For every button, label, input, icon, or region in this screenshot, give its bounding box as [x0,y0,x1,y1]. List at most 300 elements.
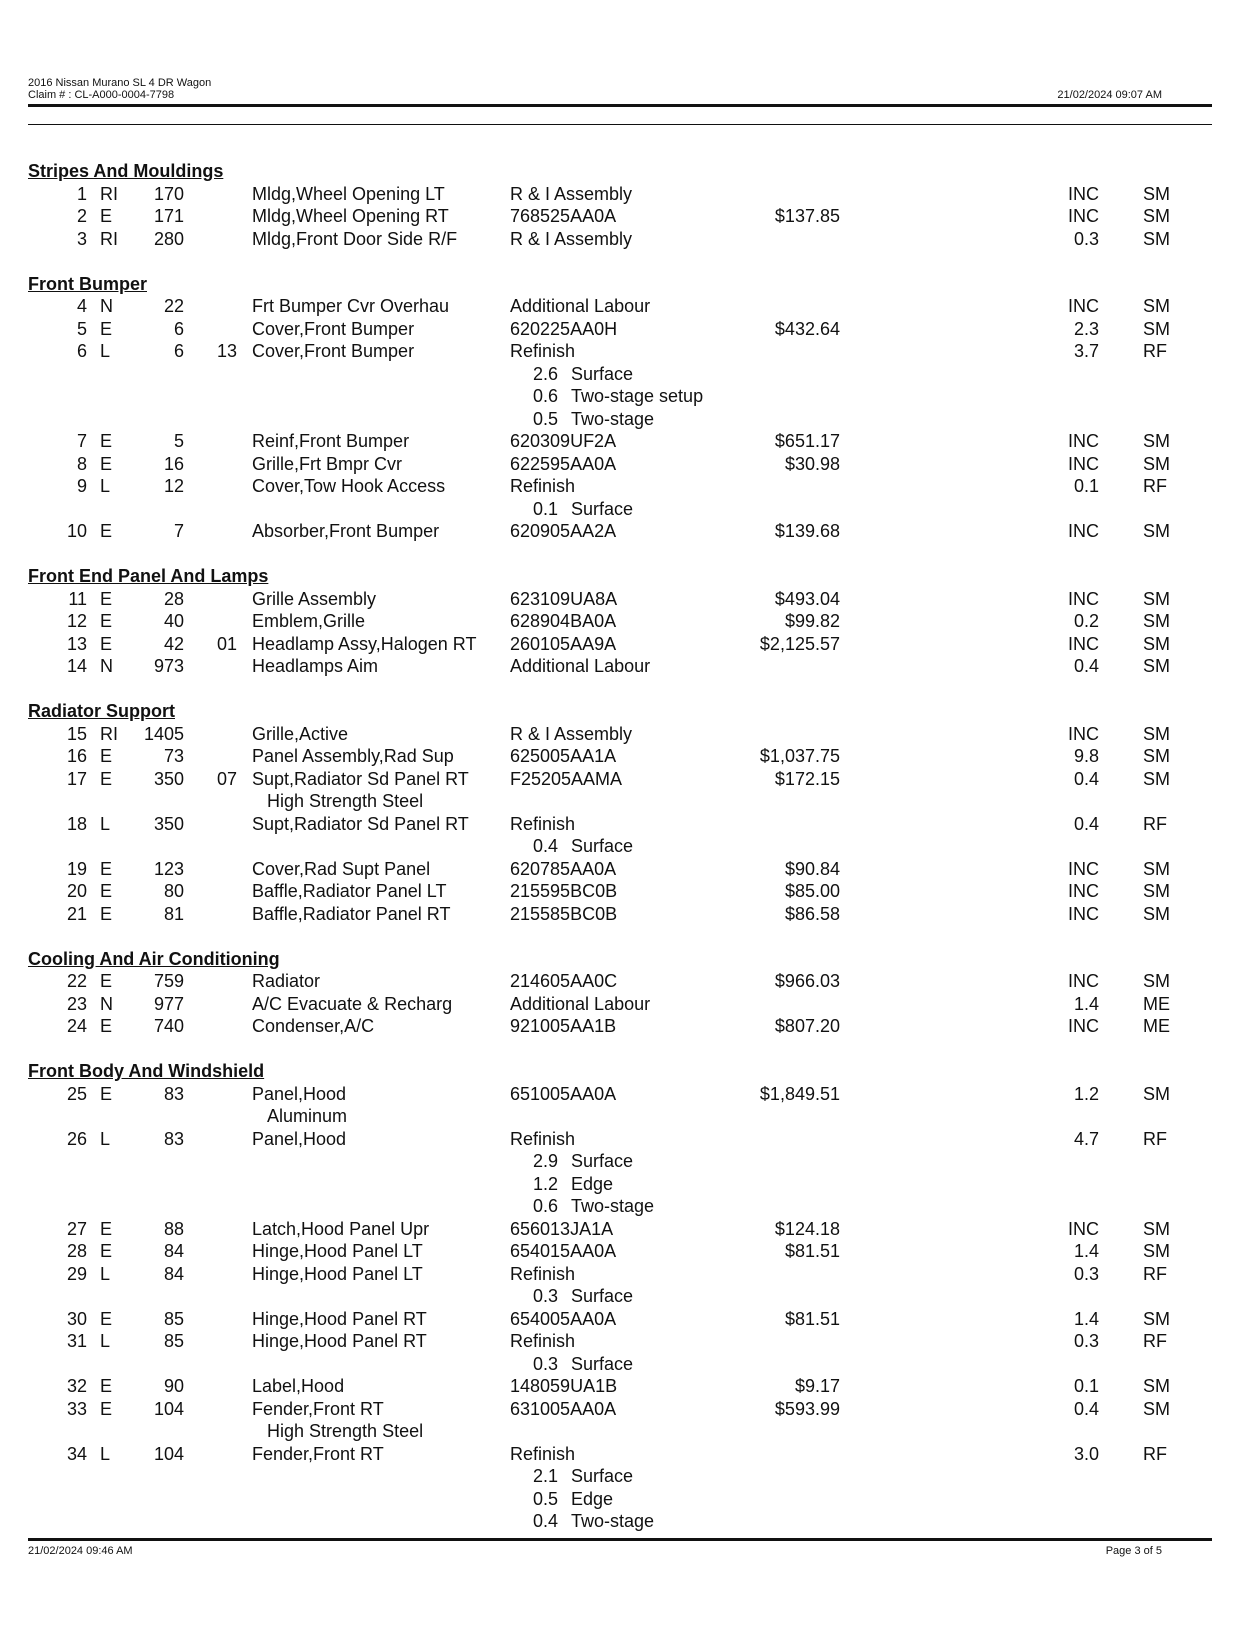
section-title: Front End Panel And Lamps [28,566,269,586]
labour-hours: INC [1068,903,1099,924]
operation-code: E [100,1016,113,1036]
line-price: $81.51 [784,1241,840,1261]
line-number: 26 [66,1128,87,1149]
operation-code: E [100,1241,113,1261]
reference-number: 350 [153,813,184,834]
section-gap [0,678,1240,701]
estimate-line [0,183,1240,206]
labour-hours: 1.4 [1073,1308,1099,1329]
report-header-left [28,77,211,101]
line-number: 21 [66,903,87,924]
line-number: 30 [66,1308,87,1329]
refinish-label: Two-stage [571,1196,655,1216]
labour-hours: 3.0 [1073,1443,1099,1464]
reference-number: 90 [163,1376,184,1396]
part-number: Refinish [510,1331,576,1351]
reference-number: 80 [163,881,184,901]
estimate-line [0,1128,1240,1151]
line-price: $85.00 [784,881,840,901]
reference-number: 22 [163,296,184,316]
reference-number: 12 [163,476,184,496]
part-number: Refinish [510,1128,576,1149]
line-description: Hinge,Hood Panel RT [252,1308,427,1329]
estimate-line [0,475,1240,498]
refinish-label: Surface [571,1151,634,1171]
labour-hours: INC [1068,1218,1099,1239]
note-text: High Strength Steel [267,1421,424,1441]
line-price: $966.03 [774,971,840,991]
labour-hours: INC [1068,858,1099,879]
reference-number: 1405 [143,723,184,744]
refinish-label: Surface [571,1286,634,1306]
reference-number: 88 [163,1218,184,1239]
labour-type: SM [1143,206,1170,226]
line-description: Panel,Hood [252,1083,347,1104]
reference-number: 84 [163,1241,184,1261]
refinish-breakdown [0,1465,1240,1488]
labour-type: SM [1143,1398,1170,1419]
labour-type: SM [1143,318,1170,339]
line-number: 25 [66,1083,87,1104]
variant-code: 01 [217,633,238,654]
line-number: 17 [66,768,87,789]
refinish-label: Two-stage setup [571,386,704,406]
refinish-hours: 0.5 [532,1488,558,1509]
part-number: 651005AA0A [510,1083,617,1104]
page-number: Page 3 of 5 [1105,1545,1162,1557]
line-price: $807.20 [774,1016,840,1036]
part-number: 623109UA8A [510,588,618,609]
line-description: Hinge,Hood Panel LT [252,1241,423,1261]
labour-hours: INC [1068,296,1099,316]
reference-number: 104 [153,1443,184,1464]
labour-hours: 0.2 [1073,611,1099,631]
line-number: 7 [76,431,87,451]
line-description: Headlamps Aim [252,656,379,676]
estimate-line [0,633,1240,656]
line-description: Latch,Hood Panel Upr [252,1218,430,1239]
refinish-hours: 0.3 [532,1353,558,1374]
reference-number: 83 [163,1083,184,1104]
labour-hours: 0.4 [1073,813,1099,834]
refinish-breakdown [0,498,1240,521]
reference-number: 85 [163,1308,184,1329]
line-number: 19 [66,858,87,879]
labour-type: SM [1143,1376,1170,1396]
refinish-hours: 2.6 [532,363,558,384]
variant-code: 07 [217,768,238,789]
labour-type: SM [1143,588,1170,609]
line-description: Supt,Radiator Sd Panel RT [252,768,469,789]
operation-code: L [100,1263,111,1284]
line-description: Radiator [252,971,321,991]
line-price: $90.84 [784,858,840,879]
labour-hours: INC [1068,633,1099,654]
line-number: 13 [66,633,87,654]
line-description: Cover,Front Bumper [252,341,415,361]
section-heading [0,1060,1240,1083]
labour-hours: 1.4 [1073,1241,1099,1261]
line-number: 1 [76,183,87,204]
reference-number: 6 [173,341,184,361]
labour-type: RF [1143,1443,1167,1464]
reference-number: 977 [153,993,184,1014]
line-description: Hinge,Hood Panel RT [252,1331,427,1351]
reference-number: 171 [153,206,184,226]
part-number: 654005AA0A [510,1308,617,1329]
line-price: $81.51 [784,1308,840,1329]
refinish-label: Surface [571,1353,634,1374]
part-number: Additional Labour [510,993,651,1014]
part-number: Refinish [510,1263,576,1284]
refinish-breakdown [0,1285,1240,1308]
part-number: 620309UF2A [510,431,617,451]
operation-code: L [100,341,111,361]
labour-hours: 0.4 [1073,656,1099,676]
refinish-breakdown [0,1195,1240,1218]
labour-type: RF [1143,341,1167,361]
labour-hours: INC [1068,206,1099,226]
section-title: Cooling And Air Conditioning [28,948,280,969]
operation-code: RI [100,183,118,204]
part-number: Refinish [510,813,576,834]
footer-divider [28,1538,1212,1541]
line-number: 31 [66,1331,87,1351]
estimate-line [0,768,1240,791]
reference-number: 84 [163,1263,184,1284]
line-description: Panel Assembly,Rad Sup [252,746,454,766]
labour-hours: INC [1068,431,1099,451]
estimate-line [0,1443,1240,1466]
operation-code: N [100,296,113,316]
reference-number: 73 [163,746,184,766]
reference-number: 6 [173,318,184,339]
line-description: Absorber,Front Bumper [252,521,440,541]
operation-code: L [100,813,111,834]
line-price: $99.82 [784,611,840,631]
part-number: 768525AA0A [510,206,617,226]
refinish-breakdown [0,1488,1240,1511]
labour-hours: 0.4 [1073,1398,1099,1419]
labour-hours: 0.1 [1073,1376,1099,1396]
labour-hours: 0.4 [1073,768,1099,789]
claim-number: Claim # : CL-A000-0004-7798 [28,89,175,101]
labour-type: SM [1143,903,1170,924]
refinish-hours: 2.9 [532,1151,558,1171]
line-number: 28 [66,1241,87,1261]
refinish-hours: 0.6 [532,386,558,406]
line-description: Grille Assembly [252,588,377,609]
operation-code: E [100,1083,113,1104]
part-number: 622595AA0A [510,453,617,474]
refinish-breakdown [0,1150,1240,1173]
operation-code: E [100,971,113,991]
line-number: 6 [76,341,87,361]
estimate-line [0,318,1240,341]
refinish-label: Surface [571,836,634,856]
line-price: $124.18 [774,1218,840,1239]
labour-hours: INC [1068,881,1099,901]
estimate-line [0,858,1240,881]
estimate-line [0,205,1240,228]
section-title: Stripes And Mouldings [28,161,224,181]
line-price: $432.64 [774,318,840,339]
estimate-line [0,588,1240,611]
labour-type: SM [1143,746,1170,766]
line-price: $593.99 [774,1398,840,1419]
estimate-lines [0,160,1240,1533]
labour-type: RF [1143,1128,1167,1149]
section-gap [0,543,1240,566]
estimate-line [0,430,1240,453]
footer-datetime: 21/02/2024 09:46 AM [28,1545,133,1557]
labour-type: SM [1143,723,1170,744]
refinish-hours: 0.4 [532,836,558,856]
line-description: Condenser,A/C [252,1016,375,1036]
operation-code: E [100,1308,113,1329]
estimate-line [0,993,1240,1016]
labour-hours: 1.4 [1073,993,1099,1014]
labour-type: ME [1143,993,1170,1014]
labour-type: SM [1143,1308,1170,1329]
line-description: Cover,Tow Hook Access [252,476,446,496]
line-note [0,1420,1240,1443]
estimate-line [0,880,1240,903]
part-number: 214605AA0C [510,971,618,991]
operation-code: E [100,431,113,451]
part-number: 654015AA0A [510,1241,617,1261]
labour-hours: 9.8 [1073,746,1099,766]
line-number: 22 [66,971,87,991]
operation-code: E [100,746,113,766]
line-price: $137.85 [774,206,840,226]
line-description: Cover,Front Bumper [252,318,415,339]
line-number: 16 [66,746,87,766]
reference-number: 740 [153,1016,184,1036]
labour-hours: INC [1068,453,1099,474]
line-description: Grille,Active [252,723,349,744]
part-number: Additional Labour [510,656,651,676]
operation-code: E [100,881,113,901]
line-description: Baffle,Radiator Panel RT [252,903,451,924]
refinish-label: Surface [571,498,634,519]
operation-code: E [100,903,113,924]
estimate-line [0,340,1240,363]
line-description: Mldg,Front Door Side R/F [252,228,458,249]
part-number: 921005AA1B [510,1016,617,1036]
labour-hours: 0.1 [1073,476,1099,496]
line-description: Reinf,Front Bumper [252,431,410,451]
section-heading [0,273,1240,296]
section-gap [0,1038,1240,1061]
line-number: 3 [76,228,87,249]
note-text: Aluminum [267,1106,348,1126]
labour-hours: INC [1068,521,1099,541]
part-number: 656013JA1A [510,1218,614,1239]
line-price: $651.17 [774,431,840,451]
line-number: 14 [66,656,87,676]
labour-type: RF [1143,1331,1167,1351]
refinish-hours: 0.5 [532,408,558,429]
line-description: Frt Bumper Cvr Overhau [252,296,450,316]
line-number: 15 [66,723,87,744]
part-number: 148059UA1B [510,1376,618,1396]
labour-hours: INC [1068,183,1099,204]
labour-type: SM [1143,1218,1170,1239]
line-number: 4 [76,296,87,316]
line-price: $139.68 [774,521,840,541]
labour-type: SM [1143,858,1170,879]
refinish-label: Two-stage [571,408,655,429]
variant-code: 13 [217,341,238,361]
line-number: 27 [66,1218,87,1239]
labour-type: SM [1143,768,1170,789]
section-title: Front Bumper [28,273,147,294]
part-number: F25205AAMA [510,768,623,789]
estimate-line [0,228,1240,251]
part-number: 620905AA2A [510,521,617,541]
operation-code: E [100,768,113,789]
labour-type: SM [1143,633,1170,654]
line-note [0,790,1240,813]
operation-code: E [100,633,113,654]
estimate-line [0,1083,1240,1106]
refinish-hours: 0.1 [532,498,558,519]
line-price: $172.15 [774,768,840,789]
part-number: Additional Labour [510,296,651,316]
operation-code: N [100,993,113,1014]
operation-code: L [100,476,111,496]
reference-number: 85 [163,1331,184,1351]
refinish-label: Edge [571,1488,614,1509]
refinish-breakdown [0,363,1240,386]
refinish-hours: 2.1 [532,1466,558,1486]
estimate-line [0,1330,1240,1353]
section-gap [0,925,1240,948]
line-description: Fender,Front RT [252,1443,384,1464]
labour-hours: INC [1068,971,1099,991]
estimate-line [0,1240,1240,1263]
labour-type: SM [1143,453,1170,474]
part-number: R & I Assembly [510,723,633,744]
refinish-hours: 0.6 [532,1196,558,1216]
part-number: 215595BC0B [510,881,618,901]
labour-hours: INC [1068,588,1099,609]
operation-code: RI [100,228,118,249]
refinish-breakdown [0,835,1240,858]
reference-number: 123 [153,858,184,879]
line-number: 12 [66,611,87,631]
part-number: 260105AA9A [510,633,617,654]
refinish-label: Two-stage [571,1511,655,1531]
line-description: Baffle,Radiator Panel LT [252,881,447,901]
estimate-line [0,453,1240,476]
labour-hours: 1.2 [1073,1083,1099,1104]
reference-number: 81 [163,903,184,924]
reference-number: 28 [163,588,184,609]
reference-number: 83 [163,1128,184,1149]
part-number: 620785AA0A [510,858,617,879]
estimate-line [0,295,1240,318]
line-description: Hinge,Hood Panel LT [252,1263,423,1284]
line-price: $2,125.57 [759,633,840,654]
estimate-line [0,1015,1240,1038]
line-description: Mldg,Wheel Opening RT [252,206,449,226]
line-number: 2 [76,206,87,226]
refinish-hours: 1.2 [532,1173,558,1194]
header-divider [28,104,1212,107]
operation-code: L [100,1331,111,1351]
line-number: 34 [66,1443,87,1464]
labour-type: SM [1143,881,1170,901]
line-number: 24 [66,1016,87,1036]
reference-number: 5 [173,431,184,451]
line-description: Panel,Hood [252,1128,347,1149]
labour-type: RF [1143,1263,1167,1284]
labour-hours: 0.3 [1073,228,1099,249]
estimate-line [0,813,1240,836]
labour-hours: 0.3 [1073,1331,1099,1351]
reference-number: 16 [163,453,184,474]
labour-hours: 0.3 [1073,1263,1099,1284]
line-number: 11 [68,588,87,609]
part-number: Refinish [510,341,576,361]
part-number: R & I Assembly [510,228,633,249]
vehicle-title: 2016 Nissan Murano SL 4 DR Wagon [28,77,212,89]
reference-number: 973 [153,656,184,676]
refinish-hours: 0.3 [532,1286,558,1306]
labour-type: SM [1143,656,1170,676]
operation-code: N [100,656,113,676]
line-description: Label,Hood [252,1376,345,1396]
part-number: 631005AA0A [510,1398,617,1419]
estimate-line [0,1398,1240,1421]
estimate-line [0,970,1240,993]
labour-type: SM [1143,431,1170,451]
operation-code: E [100,858,113,879]
header-divider-thin [28,124,1212,125]
line-note [0,1105,1240,1128]
part-number: 620225AA0H [510,318,618,339]
section-title: Front Body And Windshield [28,1061,265,1081]
labour-type: SM [1143,521,1170,541]
operation-code: L [100,1128,111,1149]
line-price: $9.17 [794,1376,840,1396]
line-number: 32 [66,1376,87,1396]
part-number: 215585BC0B [510,903,618,924]
labour-type: SM [1143,971,1170,991]
labour-type: SM [1143,611,1170,631]
line-price: $1,849.51 [759,1083,840,1104]
estimate-line [0,903,1240,926]
estimate-line [0,1308,1240,1331]
part-number: 625005AA1A [510,746,617,766]
labour-hours: 3.7 [1073,341,1099,361]
labour-type: ME [1143,1016,1170,1036]
line-number: 33 [66,1398,87,1419]
labour-hours: INC [1068,723,1099,744]
refinish-breakdown [0,385,1240,408]
labour-type: SM [1143,228,1170,249]
reference-number: 280 [153,228,184,249]
refinish-hours: 0.4 [532,1511,558,1531]
operation-code: RI [100,723,118,744]
labour-type: SM [1143,1083,1170,1104]
labour-type: SM [1143,1241,1170,1261]
operation-code: E [100,588,113,609]
refinish-breakdown [0,1510,1240,1533]
reference-number: 350 [153,768,184,789]
